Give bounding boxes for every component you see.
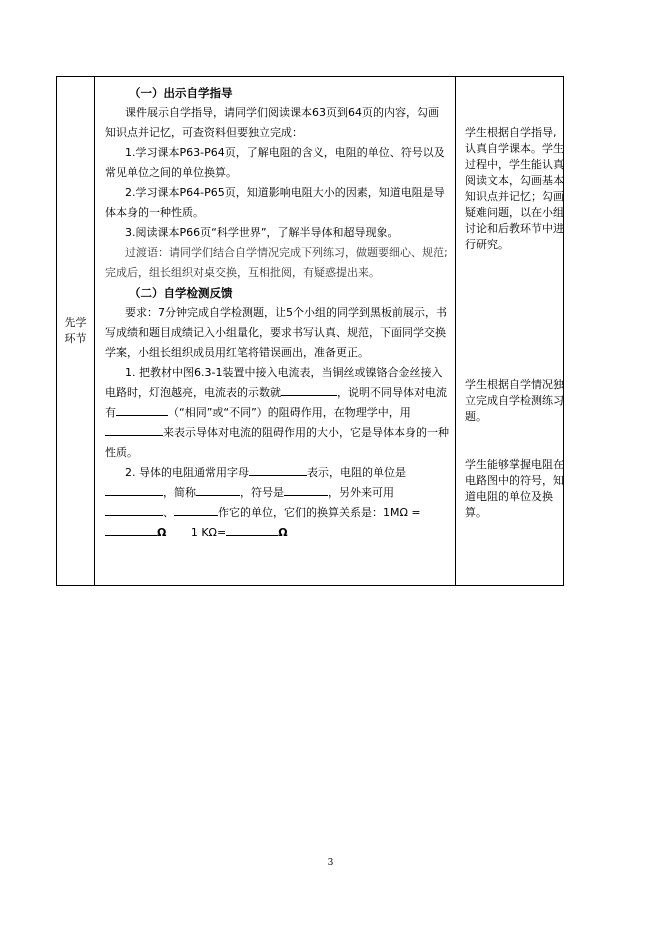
stage-label-line1: 先学 (64, 316, 87, 329)
q1-text-4: 来表示导体对电流的阻碍作用的大小，它是导体本身的一种性质。 (105, 426, 449, 459)
q2-text-7: 作它的单位，它们的换算关系是：1MΩ = (218, 506, 421, 519)
stage-label (61, 315, 91, 347)
q2-blank-7[interactable] (105, 523, 157, 536)
notes-cell (456, 77, 564, 586)
section1-heading: （一）出示自学指导 (129, 86, 233, 100)
stage-cell (57, 77, 95, 586)
q2-blank-8[interactable] (226, 523, 278, 536)
q2-blank-3[interactable] (196, 483, 240, 496)
q2-text-4: ，符号是 (240, 486, 284, 499)
section1-item1: 1.学习课本P63-P64页，了解电阻的含义，电阻的单位、符号以及常见单位之间的单位换算。 (105, 146, 445, 179)
section1-intro: 课件展示自学指导，请同学们阅读课本63页到64页的内容，勾画知识点并记忆，可查资料但要独立完成： (105, 106, 439, 139)
side-note-3: 学生能够掌握电阻在电路图中的符号，知道电阻的单位及换算。 (465, 458, 564, 519)
question-1 (105, 363, 449, 463)
q2-unit-2: Ω (278, 526, 288, 539)
q2-text-5: ，另外来可用 (328, 486, 394, 499)
q2-blank-2[interactable] (105, 483, 163, 496)
q1-text-3: （“相同”或“不同”）的阻碍作用，在物理学中，用 (168, 406, 411, 419)
q2-blank-5[interactable] (105, 503, 163, 516)
q2-blank-6[interactable] (174, 503, 218, 516)
side-note-1: 学生根据自学指导,认真自学课本。学生过程中，学生能认真阅读文本，勾画基本知识点并记忆；勾画疑难问题，以在小组讨论和后教环节中进行研究。 (465, 126, 564, 251)
content-cell (95, 77, 456, 586)
stage-label-line2: 环节 (64, 332, 87, 345)
q1-blank-2[interactable] (116, 403, 168, 416)
q2-unit-1: Ω (157, 526, 167, 539)
lesson-plan-table (56, 76, 564, 586)
q1-text-2: ，说明不同导体对电流有 (105, 386, 447, 419)
q1-text-1: 1. 把教材中图6.3-1装置中接入电流表，当铜丝或镍铬合金丝接入电路时，灯泡越亮，电流表的示数就 (105, 366, 443, 399)
section2-requirement: 要求：7分钟完成自学检测题，让5个小组的同学到黑板前展示，书写成绩和题目成绩记入小组量化，要求书写认真、规范，下面同学交换学案，小组长组织成员用红笔将错误画出，准备更正。 (105, 306, 447, 359)
question-2 (105, 463, 449, 543)
q2-blank-4[interactable] (284, 483, 328, 496)
q1-blank-1[interactable] (281, 383, 337, 396)
q1-blank-3[interactable] (105, 423, 163, 436)
q2-text-3: ，简称 (163, 486, 196, 499)
side-note-2: 学生根据自学情况独立完成自学检测练习题。 (465, 378, 564, 423)
section1-item3: 3.阅读课本P66页“科学世界”，了解半导体和超导现象。 (125, 226, 399, 239)
q2-blank-1[interactable] (249, 463, 307, 476)
q2-text-1: 2. 导体的电阻通常用字母 (125, 466, 249, 479)
section1-item2: 2.学习课本P64-P65页，知道影响电阻大小的因素，知道电阻是导体本身的一种性质。 (105, 186, 445, 219)
section1-transition: 过渡语：请同学们结合自学情况完成下列练习，做题要细心、规范;完成后，组长组织对桌交换，互相批阅，有疑惑提出来。 (105, 246, 448, 279)
q2-text-6: 、 (163, 506, 174, 519)
content-body (95, 77, 455, 547)
q2-text-2: 表示，电阻的单位是 (307, 466, 406, 479)
page-number: 3 (327, 858, 334, 868)
section2-heading: （二）自学检测反馈 (129, 286, 233, 300)
q2-text-8: 1 KΩ= (190, 526, 227, 539)
